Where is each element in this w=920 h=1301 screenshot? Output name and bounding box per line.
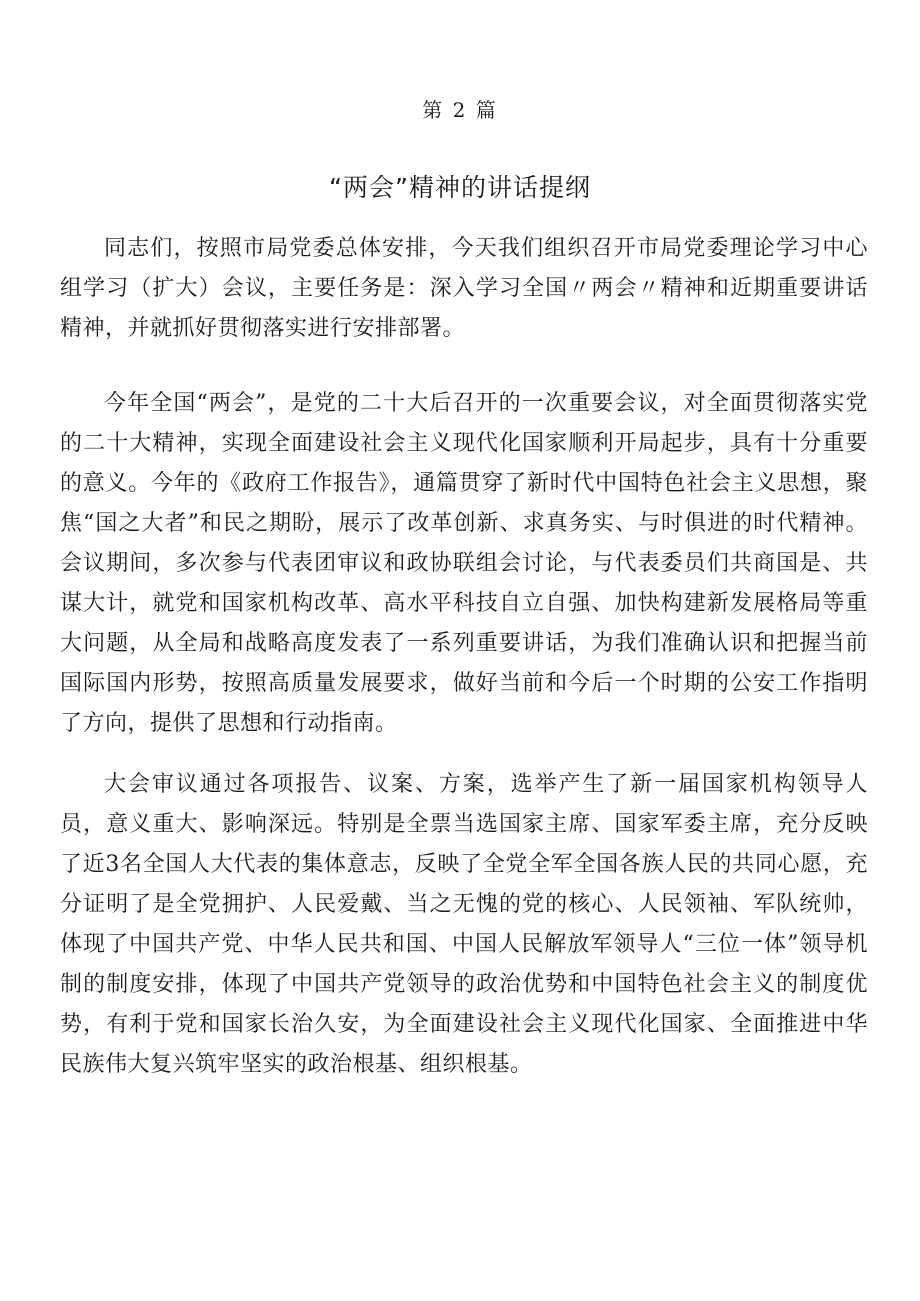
paragraph-1: 同志们，按照市局党委总体安排，今天我们组织召开市局党委理论学习中心组学习（扩大）会议，主要任务是：深入学习全国〃两会〃精神和近期重要讲话精神，并就抓好贯彻落实进行安排部署。 [60, 236, 868, 341]
paragraph-3: 大会审议通过各项报告、议案、方案，选举产生了新一届国家机构领导人员，意义重大、影响深远。特别是全票当选国家主席、国家军委主席，充分反映了近3名全国人大代表的集体意志，反映了全党全军全国各族人民的共同心愿，充分证明了是全党拥护、人民爱戴、当之无愧的党的核心、人民领袖、军队统帅，体现了中国共产党、中华人民共和国、中国人民解放军领导人“三位一体”领导机制的制度安排，体现了中国共产党领导的政治优势和中国特色社会主义的制度优势，有利于党和国家长治久安，为全面建设社会主义现代化国家、全面推进中华民族伟大复兴筑牢坚实的政治根基、组织根基。 [60, 772, 868, 1077]
document-title: “两会”精神的讲话提纲 [329, 173, 591, 202]
chapter-heading: 第 2 篇 [422, 98, 498, 122]
paragraph-2: 今年全国“两会”，是党的二十大后召开的一次重要会议，对全面贯彻落实党的二十大精神，实现全面建设社会主义现代化国家顺利开局起步，具有十分重要的意义。今年的《政府工作报告》，通篇贯穿了新时代中国特色社会主义思想，聚焦“国之大者”和民之期盼，展示了改革创新、求真务实、与时俱进的时代精神。会议期间，多次参与代表团审议和政协联组会讨论，与代表委员们共商国是、共谋大计，就党和国家机构改革、高水平科技自立自强、加快构建新发展格局等重大问题，从全局和战略高度发表了一系列重要讲话，为我们准确认识和把握当前国际国内形势，按照高质量发展要求，做好当前和今后一个时期的公安工作指明了方向，提供了思想和行动指南。 [60, 391, 868, 736]
